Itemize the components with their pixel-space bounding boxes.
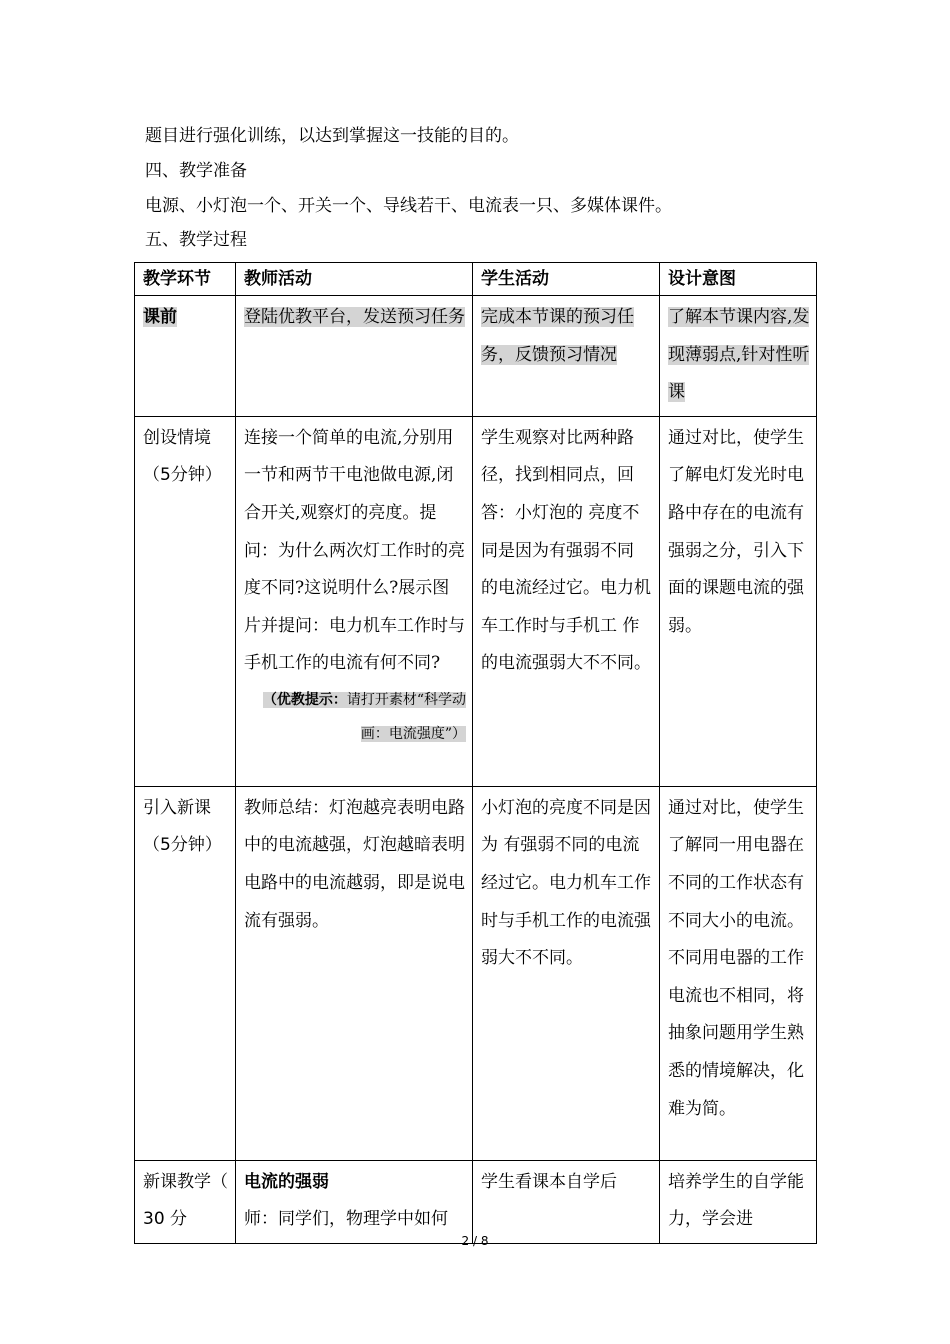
teacher-cell: [236, 416, 473, 786]
header-intent: 设计意图: [660, 263, 817, 296]
table-row: [135, 416, 817, 786]
intent-cell: [660, 296, 817, 417]
teacher-text: 连接一个简单的电流,分别用一节和两节干电池做电源,闭合开关,观察灯的亮度。提问：为什么两次灯工作时的亮度不同?这说明什么?展示图片并提问：电力机车工作时与手机工作的电流有何不同?: [244, 427, 465, 674]
header-stage: 教学环节: [135, 263, 236, 296]
table-row: [135, 786, 817, 1160]
teacher-cell: [236, 1160, 473, 1243]
intent-text: 了解本节课内容,发现薄弱点,针对性听课: [668, 307, 810, 403]
teacher-subtitle: 电流的强弱: [244, 1171, 329, 1192]
tip-note: [244, 683, 466, 751]
stage-cell: [135, 296, 236, 417]
intent-cell: 通过对比，使学生了解同一用电器在不同的工作状态有不同大小的电流。不同用电器的工作电流也不相同，将抽象问题用学生熟悉的情境解决，化难为简。: [660, 786, 817, 1160]
header-student: 学生活动: [473, 263, 660, 296]
intent-cell: 培养学生的自学能力，学会进: [660, 1160, 817, 1243]
student-cell: 学生看课本自学后: [473, 1160, 660, 1243]
stage-cell: 新课教学（ 30 分: [135, 1160, 236, 1243]
student-cell: 学生观察对比两种路径，找到相同点，回答：小灯泡的 亮度不同是因为有强弱不同 的电流经过它。电力机车工作时与手机工 作的电流强弱大不不同。: [473, 416, 660, 786]
page-number: 2 / 8: [461, 1234, 489, 1248]
intent-cell: 通过对比，使学生了解电灯发光时电路中存在的电流有强弱之分，引入下面的课题电流的强弱。: [660, 416, 817, 786]
tip-label: （优教提示：: [262, 691, 347, 708]
intro-line: 题目进行强化训练，以达到掌握这一技能的目的。: [145, 126, 519, 146]
lesson-process-table: [134, 262, 817, 1244]
table-header-row: [135, 263, 817, 296]
tip-text: 请打开素材“科学动画：电流强度”）: [346, 691, 466, 742]
prep-materials: 电源、小灯泡一个、开关一个、导线若干、电流表一只、多媒体课件。: [145, 196, 672, 216]
stage-cell: 引入新课（5分钟）: [135, 786, 236, 1160]
teacher-cell: 教师总结：灯泡越亮表明电路中的电流越强，灯泡越暗表明电路中的电流越弱，即是说电 流有强弱。: [236, 786, 473, 1160]
student-cell: 小灯泡的亮度不同是因为 有强弱不同的电流经过它。电力机车工作时与手机工作的电流强弱大不不同。: [473, 786, 660, 1160]
teacher-text: 师：同学们，物理学中如何: [244, 1209, 448, 1230]
header-teacher: 教师活动: [236, 263, 473, 296]
section-heading-prep: 四、教学准备: [145, 161, 247, 181]
teacher-cell: [236, 296, 473, 417]
student-text: 完成本节课的预习任务，反馈预习情况: [481, 307, 634, 365]
teacher-text: 登陆优教平台，发送预习任务: [244, 307, 465, 327]
table-row: [135, 1160, 817, 1243]
stage-label: 课前: [143, 307, 177, 327]
student-cell: [473, 296, 660, 417]
section-heading-process: 五、教学过程: [145, 230, 247, 250]
table-row: [135, 296, 817, 417]
stage-cell: 创设情境（5分钟）: [135, 416, 236, 786]
